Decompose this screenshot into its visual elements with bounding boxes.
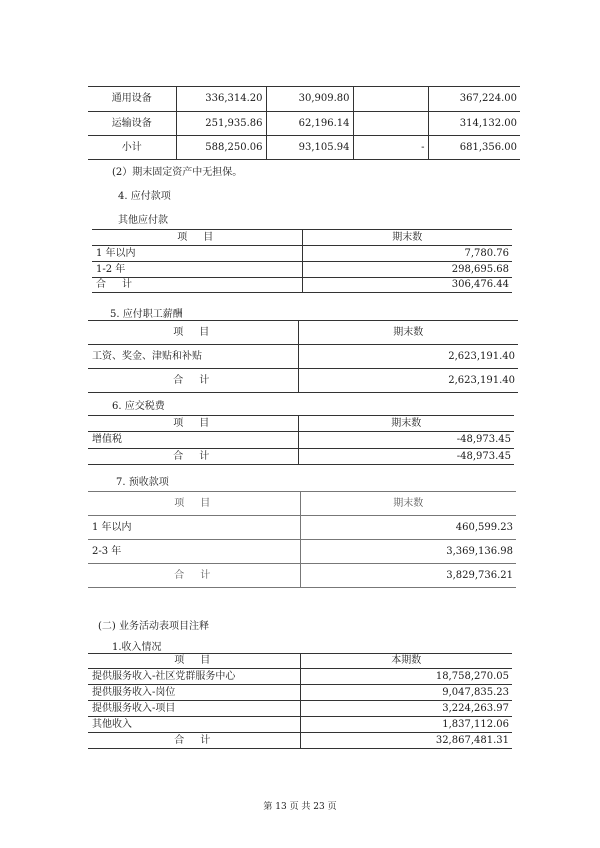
row-item: 其他收入 [88,717,300,733]
income-table [88,653,512,749]
row-value: 3,829,736.21 [300,564,516,588]
row-item: 合 计 [92,278,302,293]
column-header: 期末数 [302,230,512,246]
row-value: 18,758,270.05 [300,669,512,685]
row-value: 1,837,112.06 [300,717,512,733]
row-item: 提供服务收入-社区党群服务中心 [88,669,300,685]
row-item: 提供服务收入-岗位 [88,685,300,701]
row-value: 62,196.14 [266,112,353,136]
row-item: 合 计 [88,733,300,749]
table-row [88,540,516,564]
payables-table [92,229,512,293]
table-header-row [88,416,514,432]
table-row [88,564,516,588]
row-value: 3,369,136.98 [300,540,516,564]
row-item: 合 计 [88,369,298,393]
row-value: 460,599.23 [300,516,516,540]
row-value: 367,224.00 [428,87,520,112]
page-footer: 第 13 页 共 23 页 [263,802,337,812]
row-value: 9,047,835.23 [300,685,512,701]
column-header: 本期数 [300,654,512,669]
table-row [88,669,512,685]
table-row [88,432,514,449]
row-item: 增值税 [88,432,298,449]
column-header: 项 目 [88,416,298,432]
row-value: 298,695.68 [302,262,512,278]
table-header-row [88,321,518,345]
column-header: 期末数 [298,321,518,345]
advance-receipts-table [88,491,516,588]
table-row [88,136,520,160]
row-value: 32,867,481.31 [300,733,512,749]
section-heading: 5. 应付职工薪酬 [110,309,183,320]
column-header: 期末数 [298,416,514,432]
row-value: 336,314.20 [176,87,266,112]
row-value: 30,909.80 [266,87,353,112]
table-row [88,87,520,112]
row-item: 合 计 [88,449,298,465]
note-no-guarantee: (2）期末固定资产中无担保。 [112,167,243,178]
table-row [92,246,512,262]
row-item: 1 年以内 [88,516,300,540]
row-item: 1 年以内 [92,246,302,262]
fixed-assets-table [88,86,520,160]
column-header: 期末数 [300,492,516,516]
row-item: 工资、奖金、津贴和补贴 [88,345,298,369]
row-item: 合 计 [88,564,300,588]
row-item: 通用设备 [88,87,176,112]
row-item: 小计 [88,136,176,160]
row-value: 93,105.94 [266,136,353,160]
row-value: - [353,136,428,160]
part-heading: (二) 业务活动表项目注释 [98,621,209,632]
row-item: 1-2 年 [92,262,302,278]
row-value: 588,250.06 [176,136,266,160]
row-value: -48,973.45 [298,432,514,449]
row-value: 7,780.76 [302,246,512,262]
table-header-row [88,654,512,669]
row-item: 2-3 年 [88,540,300,564]
table-row [88,685,512,701]
row-value: 314,132.00 [428,112,520,136]
row-value: 2,623,191.40 [298,369,518,393]
row-value [353,112,428,136]
table-row [92,278,512,293]
table-row [88,449,514,465]
row-value: 306,476.44 [302,278,512,293]
table-row [88,345,518,369]
row-value: 251,935.86 [176,112,266,136]
row-value: 3,224,263.97 [300,701,512,717]
column-header: 项 目 [88,492,300,516]
row-item: 运输设备 [88,112,176,136]
table-row [88,516,516,540]
column-header: 项 目 [92,230,302,246]
table-row [88,717,512,733]
column-header: 项 目 [88,654,300,669]
row-item: 提供服务收入-项目 [88,701,300,717]
table-row [92,262,512,278]
payroll-table [88,320,518,393]
taxes-table [88,415,514,465]
row-value: 2,623,191.40 [298,345,518,369]
column-header: 项 目 [88,321,298,345]
section-heading: 6. 应交税费 [112,401,165,412]
row-value: 681,356.00 [428,136,520,160]
section-heading: 7. 预收款项 [116,477,169,488]
table-row [88,733,512,749]
table-row [88,369,518,393]
section-heading: 1.收入情况 [112,642,162,653]
row-value [353,87,428,112]
table-row [88,112,520,136]
table-header-row [92,230,512,246]
row-value: -48,973.45 [298,449,514,465]
section-heading: 4. 应付款项 [118,191,171,202]
section-subheading: 其他应付款 [118,215,168,226]
table-header-row [88,492,516,516]
table-row [88,701,512,717]
